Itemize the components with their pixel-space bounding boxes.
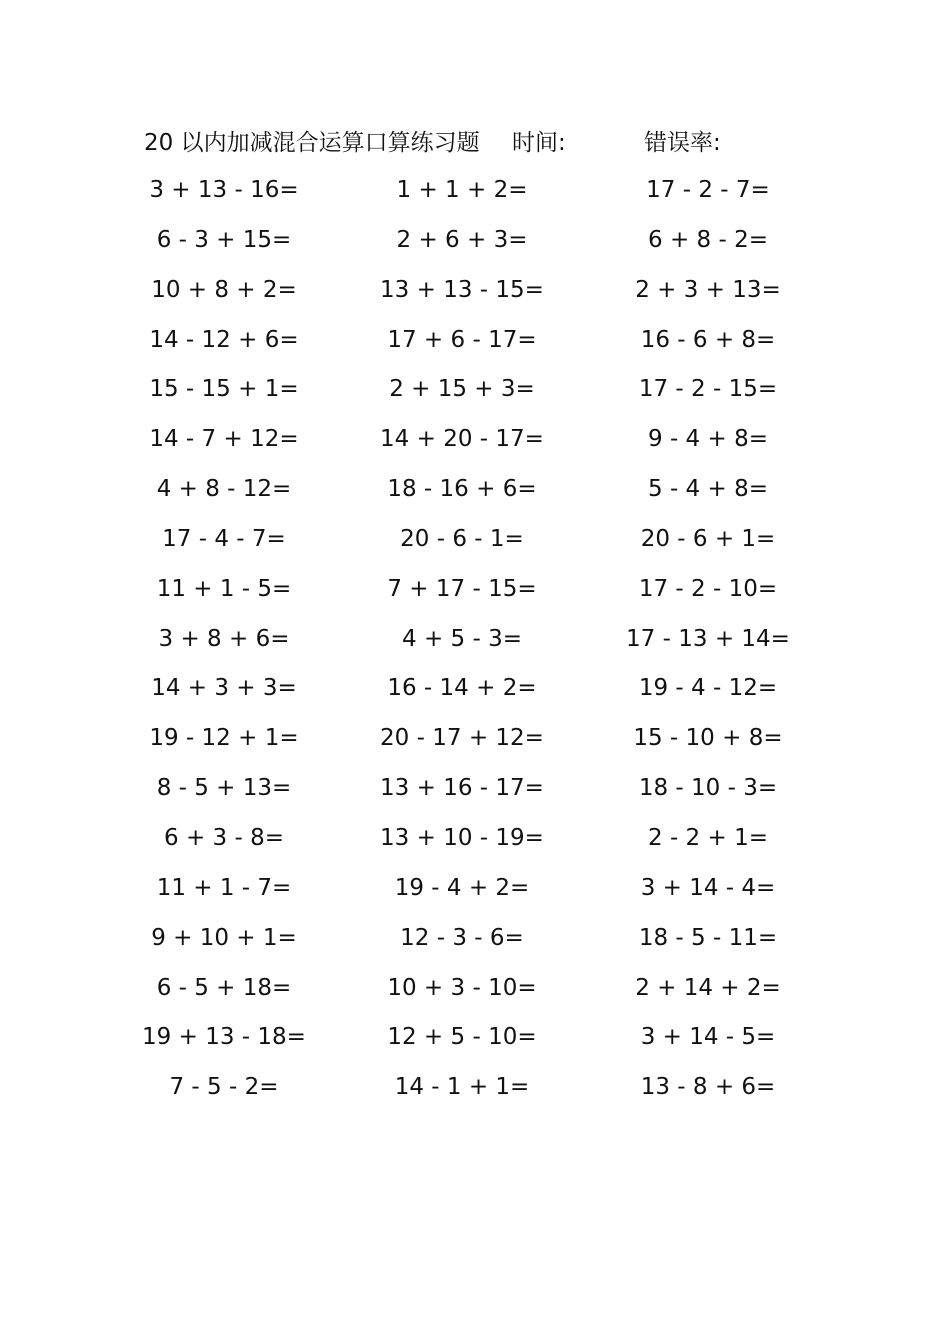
problem: 2 - 2 + 1= (648, 824, 768, 851)
problem-row (0, 571, 950, 621)
problem-row (0, 222, 950, 272)
problem: 14 - 7 + 12= (149, 426, 299, 453)
problem: 10 + 3 - 10= (387, 974, 537, 1001)
problem: 17 - 2 - 10= (638, 575, 778, 602)
problem: 14 + 20 - 17= (380, 426, 544, 453)
problem: 17 - 2 - 15= (638, 376, 778, 403)
problem: 6 - 3 + 15= (156, 226, 292, 253)
worksheet-header (0, 124, 950, 160)
time-label: 时间: (512, 130, 566, 156)
problem: 11 + 1 - 7= (156, 874, 292, 901)
problem: 13 - 8 + 6= (640, 1074, 776, 1101)
problem: 20 - 17 + 12= (380, 725, 544, 752)
problem-row (0, 1019, 950, 1069)
problem: 6 + 3 - 8= (164, 824, 284, 851)
problem-row (0, 970, 950, 1020)
problem: 18 - 16 + 6= (387, 476, 537, 503)
problem: 19 - 12 + 1= (149, 725, 299, 752)
problem: 13 + 16 - 17= (380, 775, 544, 802)
problem: 3 + 13 - 16= (149, 177, 299, 203)
problem: 2 + 15 + 3= (389, 376, 535, 403)
problem: 2 + 14 + 2= (635, 974, 781, 1001)
error-rate-label: 错误率: (644, 130, 721, 156)
problem-row (0, 521, 950, 571)
problem: 2 + 3 + 13= (635, 276, 781, 303)
problem: 7 - 5 - 2= (169, 1074, 279, 1101)
problem: 17 + 6 - 17= (387, 326, 537, 353)
problem-grid (0, 172, 950, 1119)
problem: 9 - 4 + 8= (648, 426, 768, 453)
problem: 17 - 2 - 7= (646, 177, 770, 203)
problem-row (0, 272, 950, 322)
problem: 19 - 4 - 12= (638, 675, 778, 702)
problem-row (0, 670, 950, 720)
problem: 11 + 1 - 5= (156, 575, 292, 602)
problem-row (0, 421, 950, 471)
problem: 4 + 5 - 3= (402, 625, 522, 652)
problem: 12 - 3 - 6= (400, 924, 524, 951)
problem: 4 + 8 - 12= (156, 476, 292, 503)
problem: 3 + 14 - 5= (640, 1024, 776, 1051)
problem: 9 + 10 + 1= (151, 924, 297, 951)
problem: 18 - 5 - 11= (638, 924, 778, 951)
problem: 16 - 14 + 2= (387, 675, 537, 702)
problem: 3 + 8 + 6= (158, 625, 290, 652)
problem: 13 + 10 - 19= (380, 824, 544, 851)
problem: 5 - 4 + 8= (648, 476, 768, 503)
problem-row (0, 172, 950, 222)
problem-row (0, 371, 950, 421)
problem-row (0, 920, 950, 970)
problem: 15 - 15 + 1= (149, 376, 299, 403)
problem: 20 - 6 + 1= (640, 525, 776, 552)
problem: 3 + 14 - 4= (640, 874, 776, 901)
problem: 17 - 13 + 14= (626, 625, 790, 652)
problem-row (0, 322, 950, 372)
problem: 1 + 1 + 2= (396, 177, 528, 203)
problem: 14 - 1 + 1= (394, 1074, 530, 1101)
problem: 6 + 8 - 2= (648, 226, 768, 253)
problem-row (0, 1069, 950, 1119)
problem: 7 + 17 - 15= (387, 575, 537, 602)
problem: 18 - 10 - 3= (638, 775, 778, 802)
problem-row (0, 471, 950, 521)
problem: 13 + 13 - 15= (380, 276, 544, 303)
problem: 15 - 10 + 8= (633, 725, 783, 752)
problem-row (0, 870, 950, 920)
problem: 17 - 4 - 7= (162, 525, 286, 552)
problem: 8 - 5 + 13= (156, 775, 292, 802)
problem: 19 - 4 + 2= (394, 874, 530, 901)
problem: 19 + 13 - 18= (142, 1024, 306, 1051)
problem-row (0, 770, 950, 820)
problem: 20 - 6 - 1= (400, 525, 524, 552)
problem: 12 + 5 - 10= (387, 1024, 537, 1051)
worksheet-title: 20 以内加减混合运算口算练习题 (144, 130, 480, 156)
problem: 2 + 6 + 3= (396, 226, 528, 253)
problem-row (0, 621, 950, 671)
problem-row (0, 820, 950, 870)
problem: 14 - 12 + 6= (149, 326, 299, 353)
problem-row (0, 720, 950, 770)
problem: 16 - 6 + 8= (640, 326, 776, 353)
problem: 10 + 8 + 2= (151, 276, 297, 303)
problem: 6 - 5 + 18= (156, 974, 292, 1001)
problem: 14 + 3 + 3= (151, 675, 297, 702)
